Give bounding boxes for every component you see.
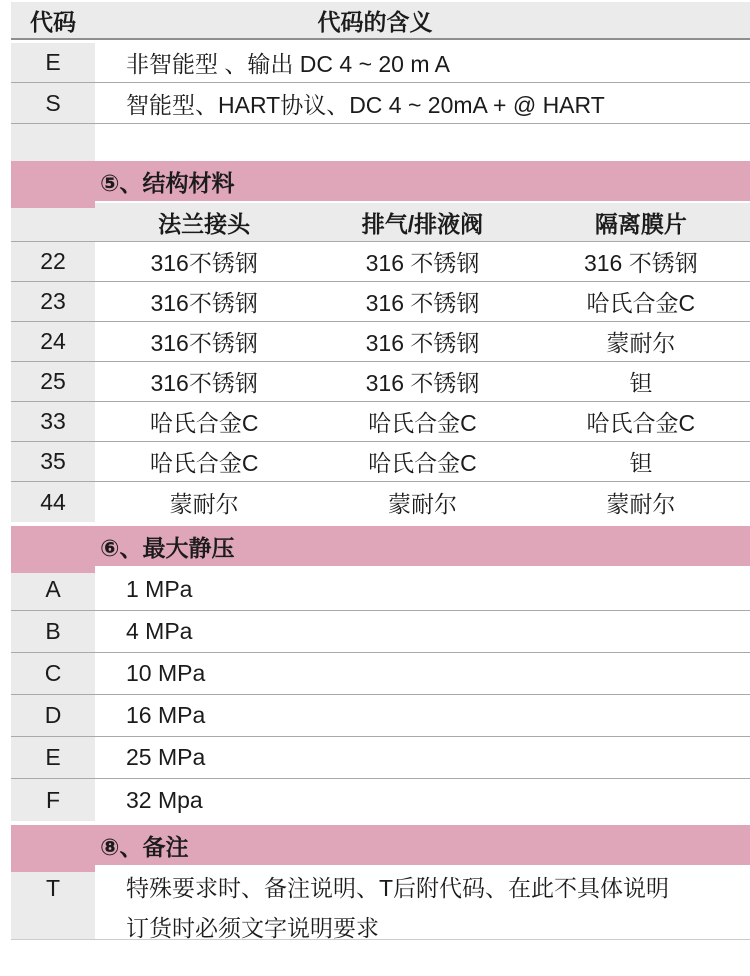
- column-gutter: [95, 611, 103, 652]
- column-gutter: [95, 124, 103, 161]
- code-cell: 44: [11, 482, 95, 522]
- material-subheader-row: [11, 203, 750, 242]
- valve-cell: 316 不锈钢: [313, 242, 531, 281]
- column-gutter: [95, 779, 103, 821]
- column-gutter: [95, 569, 103, 610]
- table-row: [11, 482, 750, 522]
- column-gutter: [95, 43, 103, 82]
- table-row: [11, 83, 750, 124]
- code-cell: S: [11, 83, 95, 123]
- table-row: [11, 362, 750, 402]
- column-gutter: [95, 695, 103, 736]
- membrane-cell: 钽: [532, 442, 750, 481]
- code-cell: [11, 868, 95, 939]
- table-row: [11, 611, 750, 653]
- table-row: [11, 695, 750, 737]
- code-cell: C: [11, 653, 95, 694]
- table-row: [11, 779, 750, 821]
- flange-cell: 316不锈钢: [95, 242, 313, 281]
- table-row: [11, 442, 750, 482]
- header-meaning-label: 代码的含义: [317, 8, 433, 35]
- table-row: [11, 737, 750, 779]
- remarks-line-2: 订货时必须文字说明要求: [126, 915, 379, 941]
- code-cell: F: [11, 779, 95, 821]
- blank-row: [11, 124, 750, 161]
- table-row: [11, 43, 750, 83]
- pressure-value-cell: 25 MPa: [103, 737, 750, 778]
- flange-cell: 316不锈钢: [95, 282, 313, 321]
- table-row: [11, 242, 750, 282]
- column-gutter: [95, 653, 103, 694]
- valve-cell: 316 不锈钢: [313, 282, 531, 321]
- valve-cell: 蒙耐尔: [313, 482, 531, 522]
- section-band-material: [11, 161, 750, 201]
- code-cell: 24: [11, 322, 95, 361]
- remarks-line-1: 特殊要求时、备注说明、T后附代码、在此不具体说明: [126, 875, 670, 901]
- membrane-cell: 钽: [532, 362, 750, 401]
- column-gutter: [95, 83, 103, 123]
- pressure-value-cell: 16 MPa: [103, 695, 750, 736]
- table-header-row: [11, 2, 750, 40]
- column-header-membrane: 隔离膜片: [594, 210, 687, 237]
- section-title: ⑧、备注: [100, 833, 189, 860]
- remarks-text-cell: [103, 868, 750, 939]
- flange-cell: 哈氏合金C: [95, 402, 313, 441]
- code-cell: 22: [11, 242, 95, 281]
- pressure-value-cell: 32 Mpa: [103, 779, 750, 821]
- pressure-value-cell: 1 MPa: [103, 569, 750, 610]
- table-row: [11, 282, 750, 322]
- column-header-valve: 排气/排液阀: [361, 210, 484, 237]
- column-gutter: [95, 868, 103, 939]
- remarks-row: [11, 868, 750, 940]
- membrane-cell: 蒙耐尔: [532, 322, 750, 361]
- table-row: [11, 402, 750, 442]
- code-cell: E: [11, 43, 95, 82]
- meaning-cell: 智能型、HART协议、DC 4 ~ 20mA + @ HART: [103, 83, 750, 123]
- flange-cell: 蒙耐尔: [95, 482, 313, 522]
- header-code-label: 代码: [30, 8, 76, 35]
- membrane-cell: 316 不锈钢: [532, 242, 750, 281]
- membrane-cell: 哈氏合金C: [532, 282, 750, 321]
- remarks-code: T: [45, 875, 61, 901]
- column-gutter: [95, 737, 103, 778]
- code-cell: D: [11, 695, 95, 736]
- meaning-cell: 非智能型 、输出 DC 4 ~ 20 m A: [103, 43, 750, 82]
- section-band-remarks: [11, 825, 750, 865]
- table-row: [11, 569, 750, 611]
- pressure-value-cell: 10 MPa: [103, 653, 750, 694]
- code-cell: E: [11, 737, 95, 778]
- code-cell: A: [11, 569, 95, 610]
- membrane-cell: 蒙耐尔: [532, 482, 750, 522]
- table-row: [11, 322, 750, 362]
- section-title: ⑤、结构材料: [100, 169, 235, 196]
- code-cell: 33: [11, 402, 95, 441]
- section-title: ⑥、最大静压: [100, 534, 235, 561]
- code-cell: 35: [11, 442, 95, 481]
- empty-cell: [103, 124, 750, 161]
- flange-cell: 哈氏合金C: [95, 442, 313, 481]
- table-row: [11, 653, 750, 695]
- section-band-pressure: [11, 526, 750, 566]
- code-cell: 23: [11, 282, 95, 321]
- valve-cell: 316 不锈钢: [313, 362, 531, 401]
- valve-cell: 哈氏合金C: [313, 402, 531, 441]
- subheader-spacer: [11, 203, 95, 241]
- valve-cell: 316 不锈钢: [313, 322, 531, 361]
- code-cell: 25: [11, 362, 95, 401]
- column-header-flange: 法兰接头: [158, 210, 251, 237]
- membrane-cell: 哈氏合金C: [532, 402, 750, 441]
- pressure-value-cell: 4 MPa: [103, 611, 750, 652]
- code-cell-empty: [11, 124, 95, 161]
- valve-cell: 哈氏合金C: [313, 442, 531, 481]
- flange-cell: 316不锈钢: [95, 322, 313, 361]
- code-cell: B: [11, 611, 95, 652]
- flange-cell: 316不锈钢: [95, 362, 313, 401]
